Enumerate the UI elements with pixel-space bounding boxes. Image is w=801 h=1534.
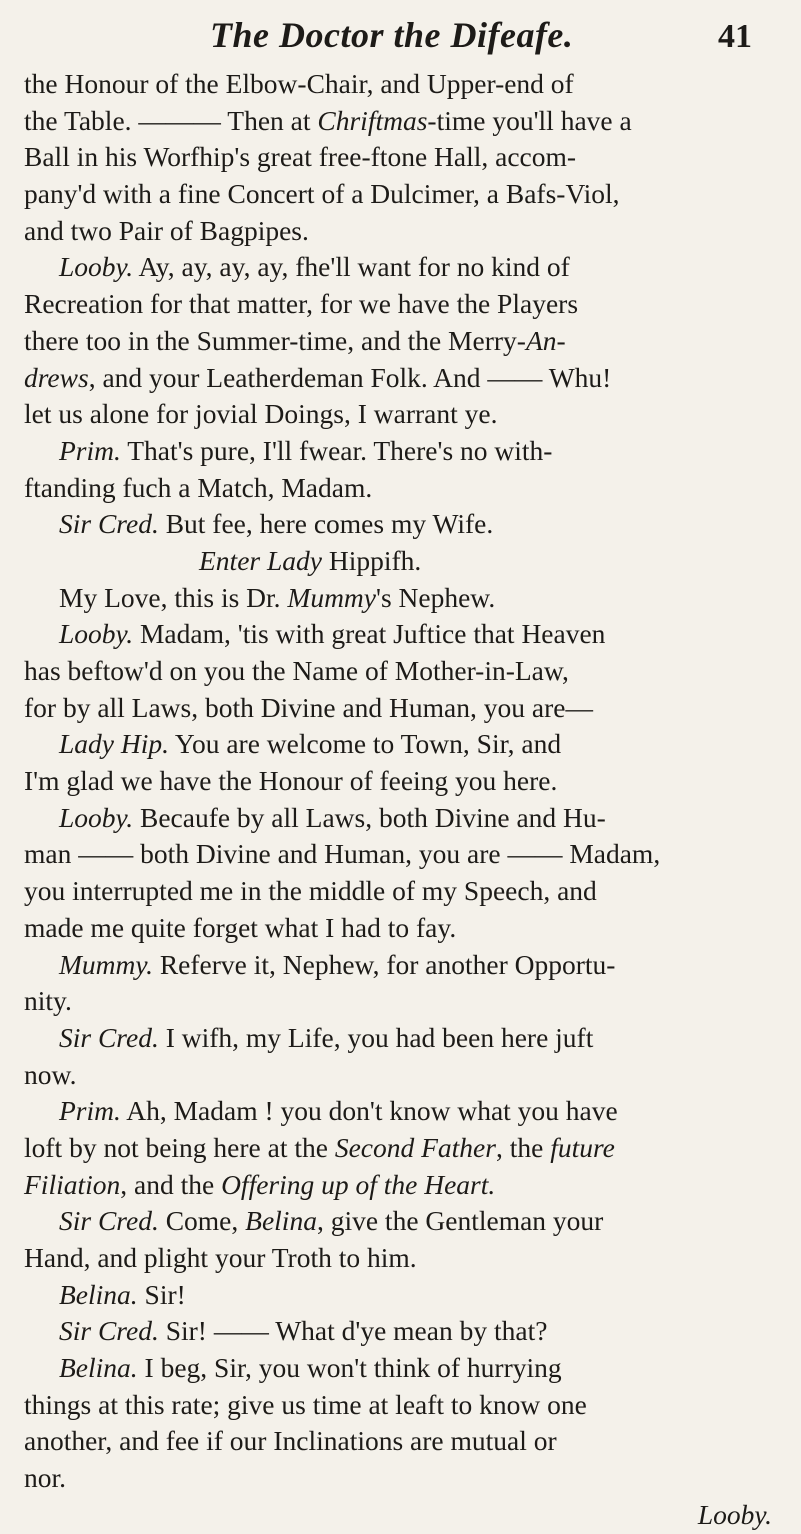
italic-text: Belina. bbox=[59, 1278, 138, 1310]
text-segment: -time you'll have a bbox=[427, 104, 632, 136]
text-segment: loft by not being here at the bbox=[24, 1131, 335, 1163]
text-segment: ftanding fuch a Match, Madam. bbox=[24, 471, 373, 503]
text-segment: Recreation for that matter, for we have the Players bbox=[24, 288, 579, 320]
text-line bbox=[24, 139, 794, 176]
text-line bbox=[24, 690, 794, 727]
text-line bbox=[24, 1240, 794, 1277]
text-segment: and two Pair of Bagpipes. bbox=[24, 214, 309, 246]
text-line bbox=[24, 1020, 794, 1057]
italic-text: Sir Cred. bbox=[59, 508, 159, 540]
italic-text: Enter Lady bbox=[199, 544, 322, 576]
text-segment: My Love, this is Dr. bbox=[59, 581, 288, 613]
text-segment: Referve it, Nephew, for another Opportu- bbox=[152, 948, 616, 980]
text-segment: Ball in his Worfhip's great free-ftone Hall, accom- bbox=[24, 141, 577, 173]
text-line bbox=[24, 836, 794, 873]
text-line bbox=[24, 323, 794, 360]
text-line bbox=[24, 1130, 794, 1167]
text-line bbox=[24, 1203, 794, 1240]
italic-text: Filiation bbox=[24, 1168, 121, 1200]
italic-text: Prim. bbox=[59, 434, 121, 466]
text-line bbox=[24, 396, 794, 433]
italic-text: Prim. bbox=[59, 1095, 121, 1127]
italic-text: Looby. bbox=[59, 618, 134, 650]
text-segment: 's Nephew. bbox=[376, 581, 496, 613]
text-segment: another, and fee if our Inclinations are mutual or bbox=[24, 1425, 557, 1457]
text-segment: , and your Leatherdeman Folk. And —— Whu! bbox=[88, 361, 612, 393]
text-segment: now. bbox=[24, 1058, 77, 1090]
text-segment: , the bbox=[495, 1131, 551, 1163]
text-segment: nor. bbox=[24, 1462, 67, 1494]
text-segment: let us alone for jovial Doings, I warrant ye. bbox=[24, 398, 498, 430]
text-segment: for by all Laws, both Divine and Human, you are— bbox=[24, 691, 593, 723]
text-line bbox=[24, 910, 794, 947]
italic-text: Chriftmas bbox=[317, 104, 428, 136]
text-segment: But fee, here comes my Wife. bbox=[158, 508, 494, 540]
text-line bbox=[24, 726, 794, 763]
text-line bbox=[24, 66, 794, 103]
text-line bbox=[24, 213, 794, 250]
text-segment: nity. bbox=[24, 985, 72, 1017]
italic-text: Looby. bbox=[59, 251, 134, 283]
text-segment: things at this rate; give us time at leaft to know one bbox=[24, 1388, 587, 1420]
text-segment: , give the Gentleman your bbox=[316, 1205, 604, 1237]
italic-text: An- bbox=[525, 324, 566, 356]
text-line bbox=[24, 873, 794, 910]
italic-text: Mummy. bbox=[59, 948, 153, 980]
text-segment: made me quite forget what I had to fay. bbox=[24, 911, 457, 943]
text-line bbox=[24, 800, 794, 837]
italic-text: Offering up of the Heart. bbox=[221, 1168, 496, 1200]
text-line bbox=[24, 616, 794, 653]
italic-text: Sir Cred. bbox=[59, 1205, 159, 1237]
text-line bbox=[24, 1387, 794, 1424]
text-line bbox=[24, 1277, 794, 1314]
italic-text: drews bbox=[24, 361, 89, 393]
text-segment: the Honour of the Elbow-Chair, and Upper-end of bbox=[24, 68, 574, 99]
text-line bbox=[24, 433, 794, 470]
page-header bbox=[0, 14, 801, 66]
text-line bbox=[24, 543, 794, 580]
italic-text: Sir Cred. bbox=[59, 1315, 159, 1347]
text-segment: Hippifh. bbox=[321, 544, 422, 576]
text-segment: has beftow'd on you the Name of Mother-in-Law, bbox=[24, 655, 569, 686]
text-segment: Becaufe by all Laws, both Divine and Hu- bbox=[133, 801, 606, 833]
italic-text: future bbox=[550, 1131, 615, 1163]
text-line bbox=[24, 176, 794, 213]
text-line bbox=[24, 653, 794, 690]
text-line bbox=[24, 580, 794, 617]
text-segment: Ay, ay, ay, ay, fhe'll want for no kind of bbox=[133, 251, 570, 283]
text-segment: pany'd with a fine Concert of a Dulcimer, a Bafs-Viol, bbox=[24, 178, 620, 210]
text-segment: there too in the Summer-time, and the Merry- bbox=[24, 324, 526, 356]
text-segment: Madam, 'tis with great Juftice that Heaven bbox=[133, 618, 606, 650]
italic-text: Belina. bbox=[59, 1352, 138, 1384]
text-line bbox=[24, 1460, 794, 1497]
text-segment: I beg, Sir, you won't think of hurrying bbox=[137, 1352, 562, 1384]
italic-text: Looby. bbox=[59, 801, 134, 833]
italic-text: Mummy bbox=[287, 581, 376, 613]
text-segment: I wifh, my Life, you had been here juft bbox=[158, 1021, 594, 1053]
text-line bbox=[24, 763, 794, 800]
text-segment: Come, bbox=[158, 1205, 246, 1237]
text-segment: Sir! bbox=[137, 1278, 186, 1310]
catchword bbox=[24, 1497, 794, 1534]
text-line bbox=[24, 360, 794, 397]
text-line bbox=[24, 1167, 794, 1204]
page-body-text bbox=[24, 66, 794, 1534]
text-segment: the Table. ——— Then at bbox=[24, 104, 318, 136]
italic-text: Sir Cred. bbox=[59, 1021, 159, 1053]
running-title: The Doctor the Difeafe. bbox=[210, 15, 574, 55]
text-segment: That's pure, I'll fwear. There's no with- bbox=[120, 434, 553, 466]
text-segment: Hand, and plight your Troth to him. bbox=[24, 1242, 417, 1273]
text-line bbox=[24, 506, 794, 543]
text-line bbox=[24, 1350, 794, 1387]
text-segment: you interrupted me in the middle of my Speech, and bbox=[24, 875, 597, 907]
italic-text: Belina bbox=[245, 1205, 317, 1237]
text-segment: I'm glad we have the Honour of feeing you here. bbox=[24, 765, 558, 797]
text-line bbox=[24, 1313, 794, 1350]
text-segment: Ah, Madam ! you don't know what you have bbox=[120, 1095, 618, 1127]
text-line bbox=[24, 983, 794, 1020]
page-number: 41 bbox=[718, 18, 752, 55]
italic-text: Looby. bbox=[697, 1498, 772, 1530]
text-line bbox=[24, 947, 794, 984]
text-line bbox=[24, 103, 794, 140]
text-segment: , and the bbox=[120, 1168, 222, 1200]
text-line bbox=[24, 1057, 794, 1094]
text-segment: Sir! —— What d'ye mean by that? bbox=[158, 1315, 548, 1347]
text-segment: man —— both Divine and Human, you are —— Madam, bbox=[24, 838, 661, 870]
text-line bbox=[24, 1423, 794, 1460]
text-line bbox=[24, 249, 794, 286]
text-line bbox=[24, 286, 794, 323]
italic-text: Lady Hip. bbox=[59, 728, 169, 760]
italic-text: Second Father bbox=[334, 1131, 496, 1163]
text-line bbox=[24, 470, 794, 507]
text-segment: You are welcome to Town, Sir, and bbox=[169, 728, 562, 760]
text-line bbox=[24, 1093, 794, 1130]
